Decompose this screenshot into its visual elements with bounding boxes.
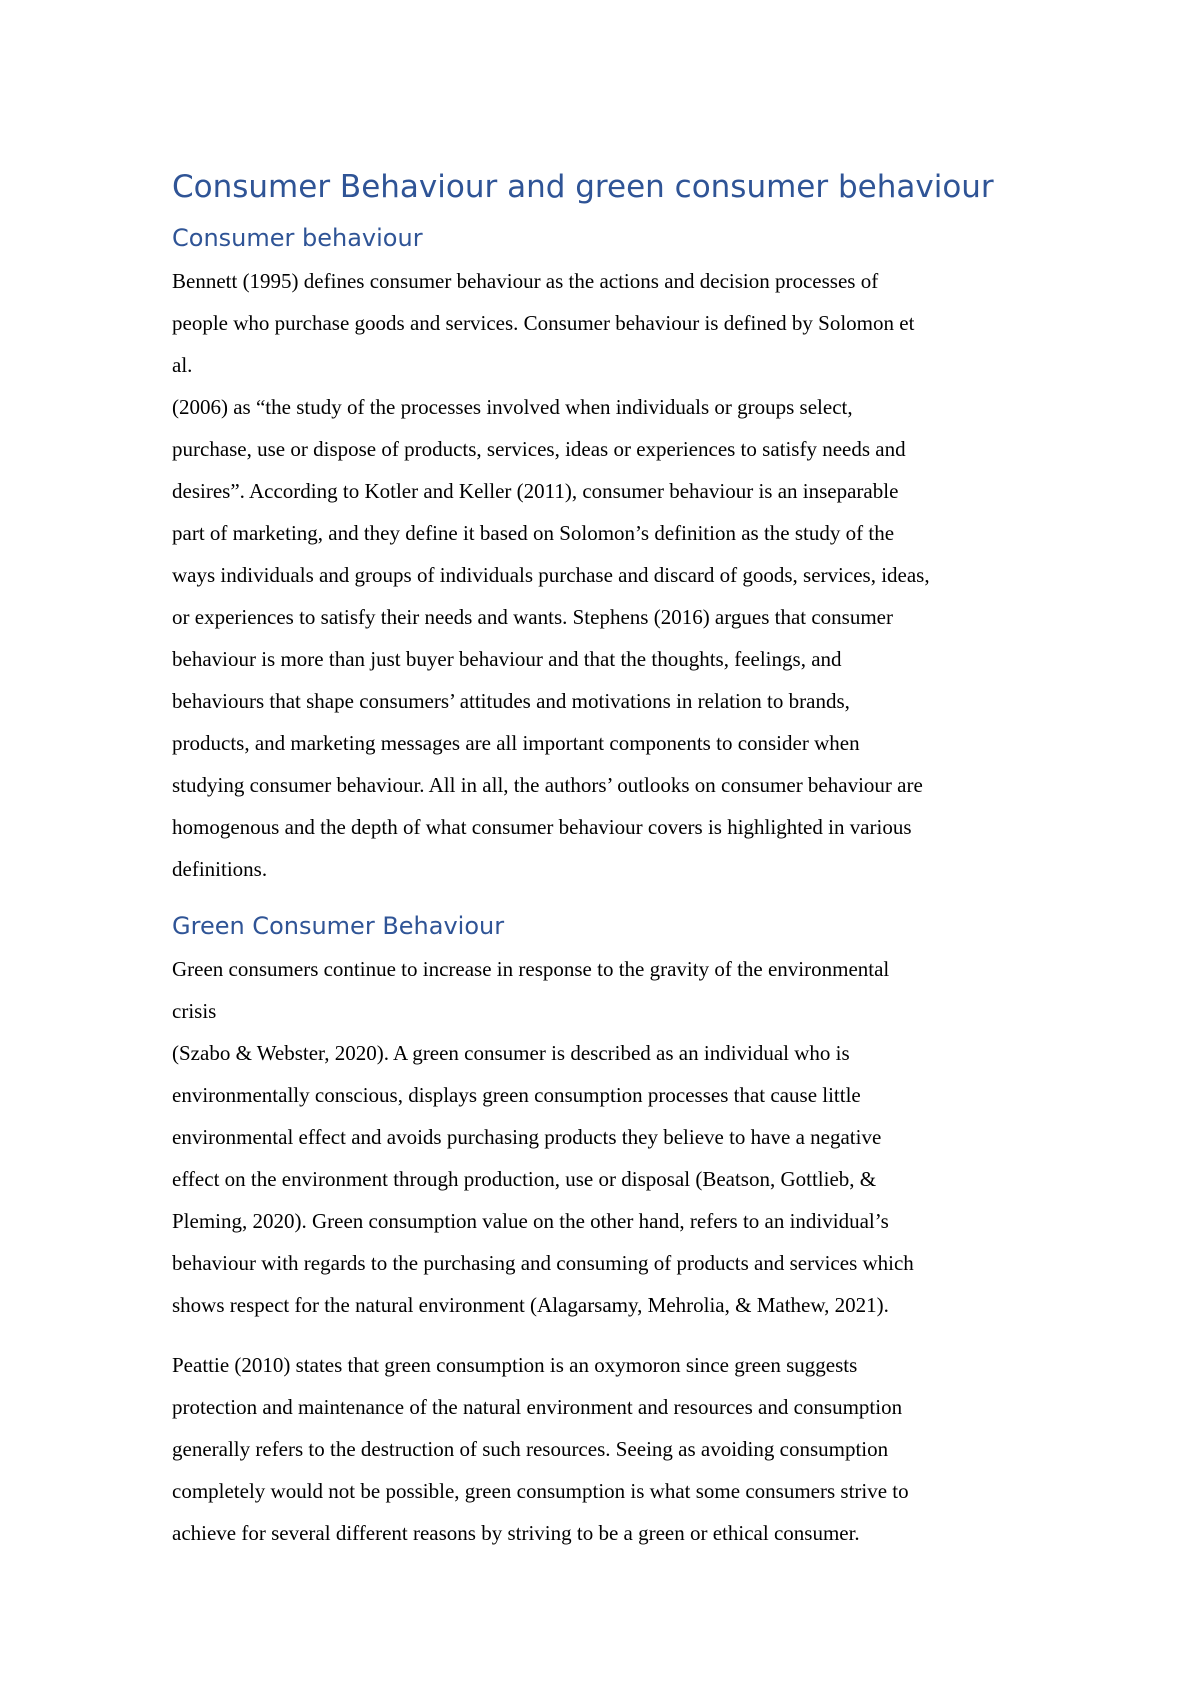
- text-line: products, and marketing messages are all important components to consider when: [172, 731, 860, 755]
- text-line: environmentally conscious, displays green consumption processes that cause little: [172, 1083, 861, 1107]
- text-line: behaviour is more than just buyer behaviour and that the thoughts, feelings, and: [172, 647, 842, 671]
- text-line: ways individuals and groups of individuals purchase and discard of goods, services, ideas,: [172, 563, 930, 587]
- text-line: studying consumer behaviour. All in all, the authors’ outlooks on consumer behaviour are: [172, 773, 923, 797]
- text-line: protection and maintenance of the natural environment and resources and consumption: [172, 1395, 903, 1419]
- text-line: effect on the environment through production, use or disposal (Beatson, Gottlieb, &: [172, 1167, 877, 1191]
- text-line: Pleming, 2020). Green consumption value on the other hand, refers to an individual’s: [172, 1209, 889, 1233]
- text-line: Bennett (1995) defines consumer behaviour as the actions and decision processes of: [172, 269, 879, 293]
- text-line: behaviour with regards to the purchasing and consuming of products and services which: [172, 1251, 914, 1275]
- text-line: desires”. According to Kotler and Keller (2011), consumer behaviour is an inseparable: [172, 479, 899, 503]
- text-line: Green consumers continue to increase in response to the gravity of the environmental: [172, 957, 890, 981]
- text-line: (2006) as “the study of the processes involved when individuals or groups select,: [172, 395, 853, 419]
- text-line: achieve for several different reasons by striving to be a green or ethical consumer.: [172, 1521, 860, 1545]
- text-line: completely would not be possible, green consumption is what some consumers strive to: [172, 1479, 909, 1503]
- section-heading-consumer-behaviour: Consumer behaviour: [172, 224, 423, 252]
- document-body: [172, 160, 1052, 1554]
- text-line: Peattie (2010) states that green consumption is an oxymoron since green suggests: [172, 1353, 858, 1377]
- text-line: generally refers to the destruction of such resources. Seeing as avoiding consumption: [172, 1437, 889, 1461]
- text-line: shows respect for the natural environment (Alagarsamy, Mehrolia, & Mathew, 2021).: [172, 1293, 889, 1317]
- paragraph-green-consumer-definition: [172, 948, 1052, 1326]
- section-heading-green-consumer-behaviour: Green Consumer Behaviour: [172, 912, 505, 940]
- text-line: environmental effect and avoids purchasing products they believe to have a negative: [172, 1125, 882, 1149]
- paragraph-consumer-behaviour-definitions: [172, 260, 1052, 890]
- text-line: behaviours that shape consumers’ attitudes and motivations in relation to brands,: [172, 689, 850, 713]
- document-title: Consumer Behaviour and green consumer behaviour: [172, 169, 994, 205]
- text-line: (Szabo & Webster, 2020). A green consumer is described as an individual who is: [172, 1041, 850, 1065]
- text-line: al.: [172, 353, 193, 377]
- text-line: purchase, use or dispose of products, services, ideas or experiences to satisfy needs and: [172, 437, 906, 461]
- text-line: or experiences to satisfy their needs and wants. Stephens (2016) argues that consumer: [172, 605, 893, 629]
- text-line: part of marketing, and they define it based on Solomon’s definition as the study of the: [172, 521, 895, 545]
- text-line: crisis: [172, 999, 217, 1023]
- text-line: definitions.: [172, 857, 268, 881]
- text-line: homogenous and the depth of what consumer behaviour covers is highlighted in various: [172, 815, 912, 839]
- paragraph-green-consumption-oxymoron: [172, 1344, 1052, 1554]
- text-line: people who purchase goods and services. Consumer behaviour is defined by Solomon et: [172, 311, 915, 335]
